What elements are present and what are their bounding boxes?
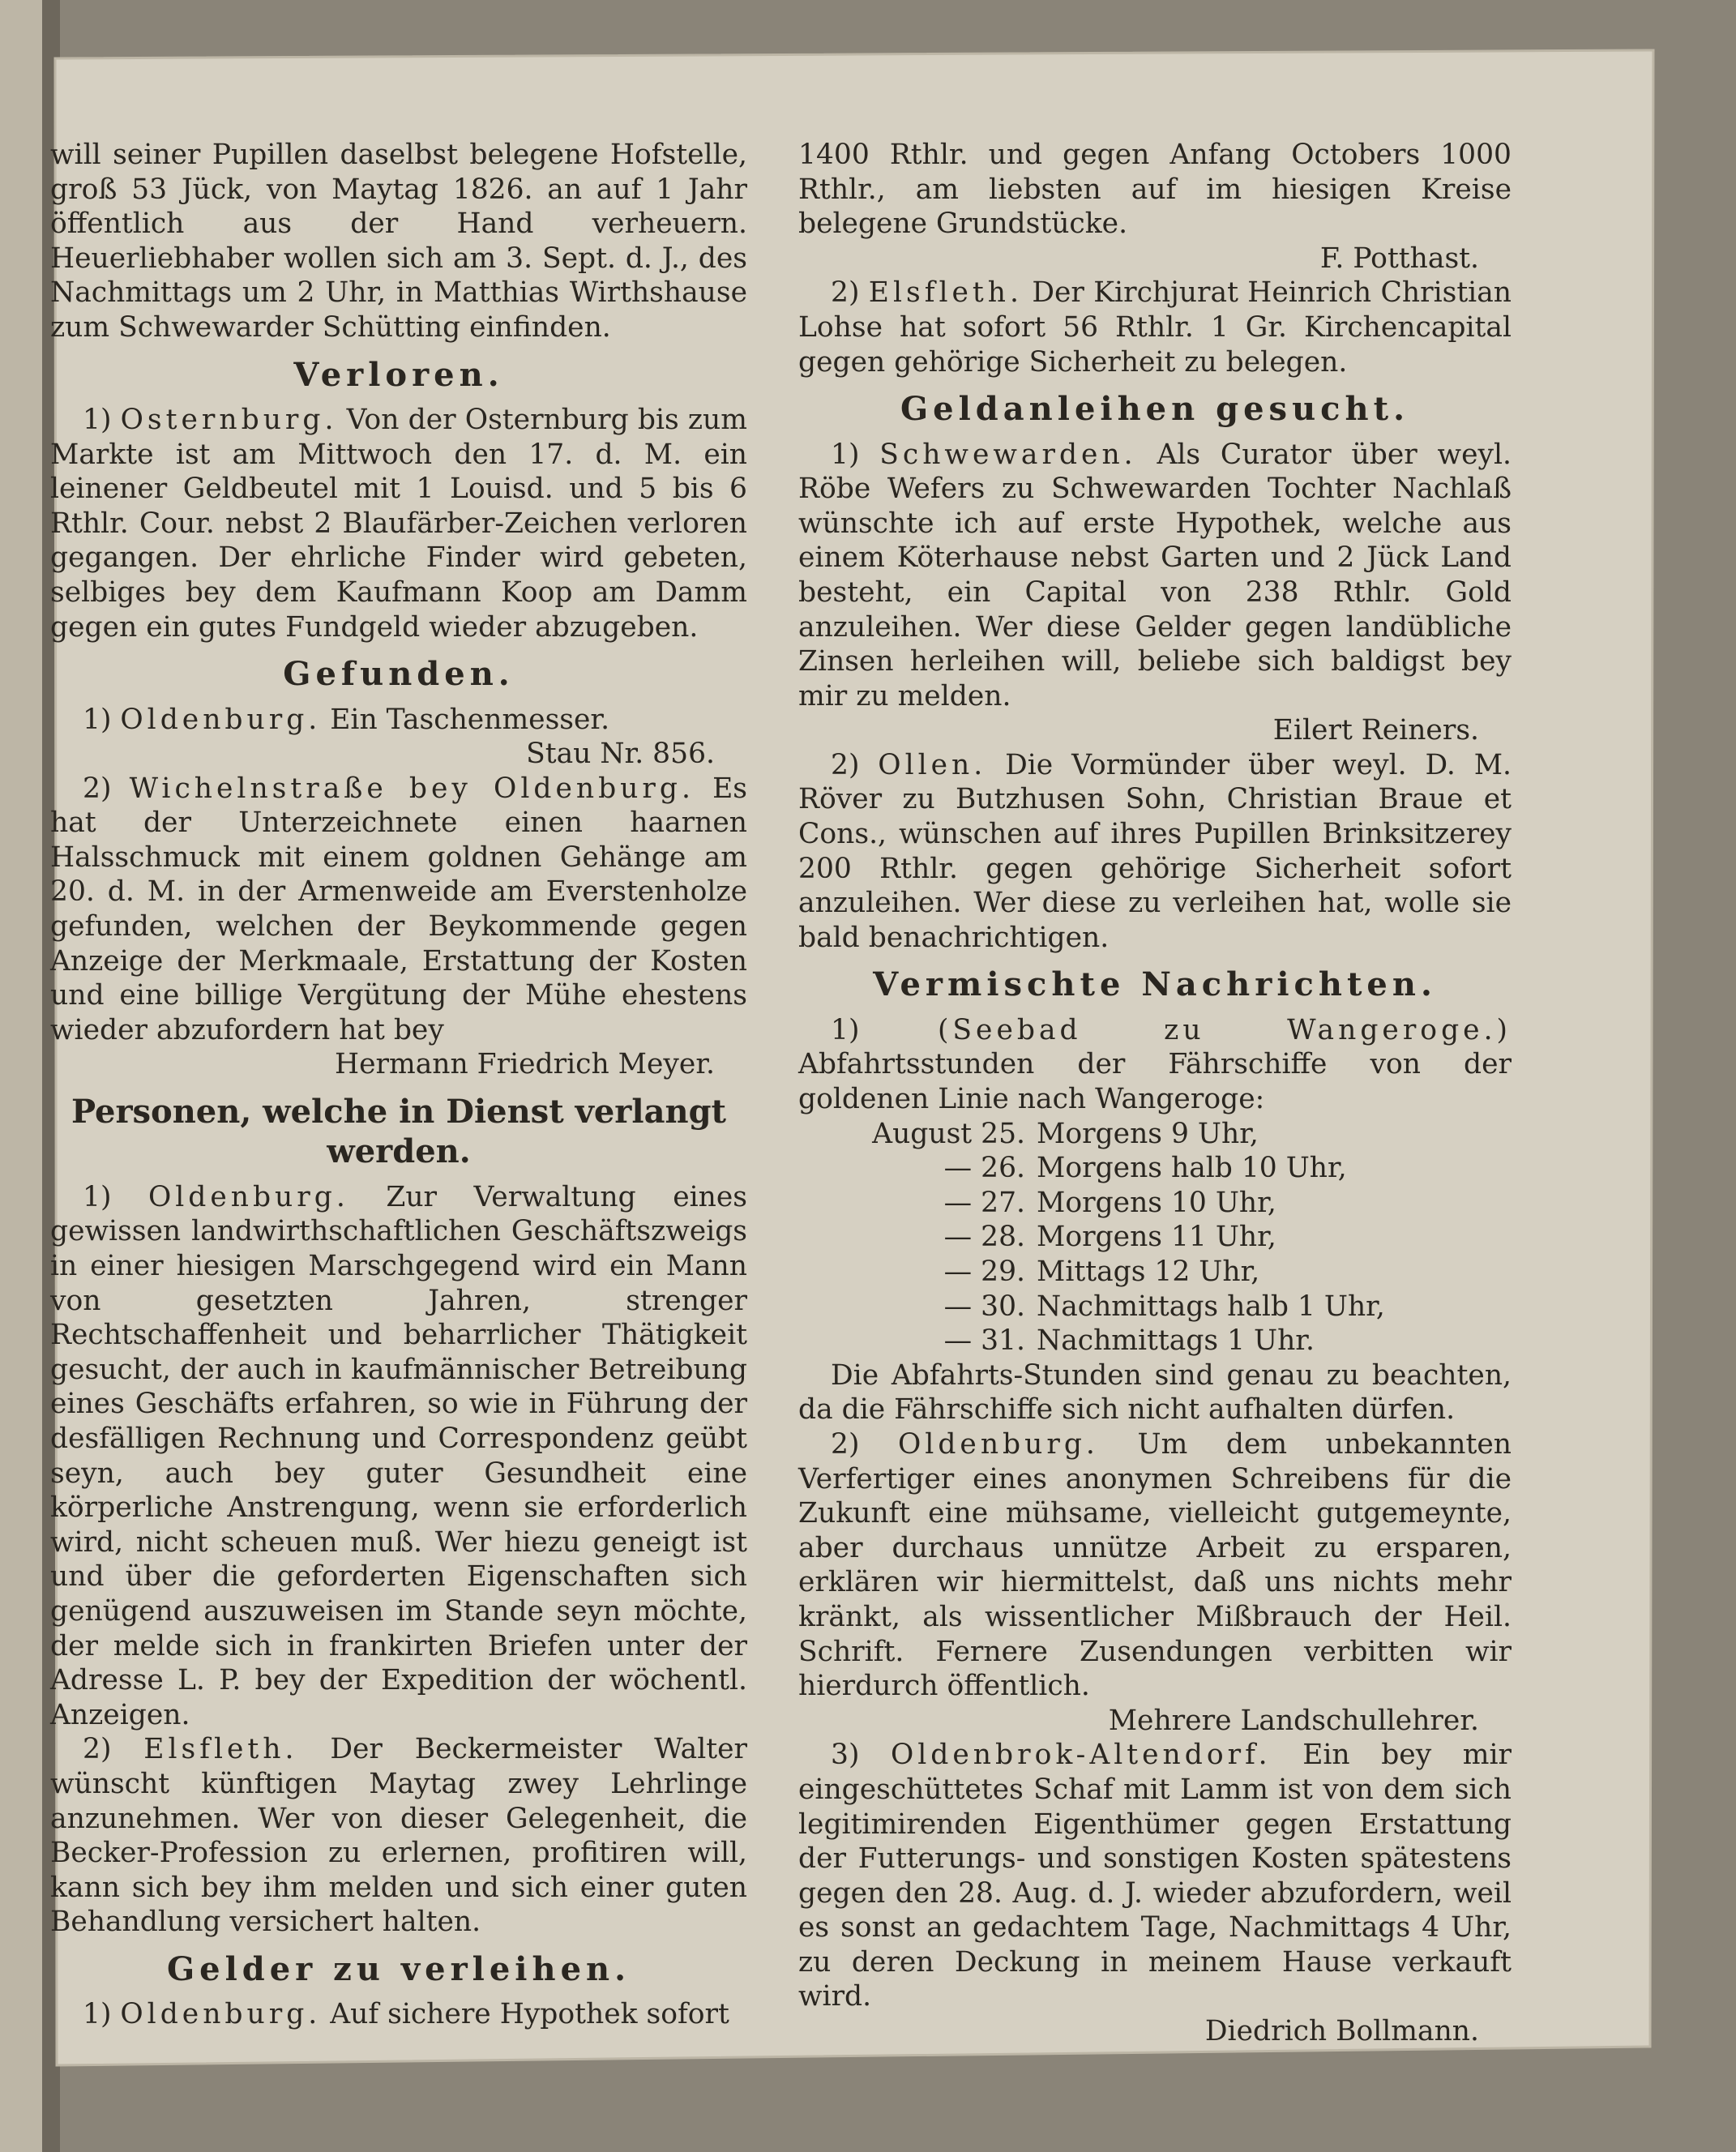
vermischte-item-2-signature: Mehrere Landschullehrer. bbox=[1108, 1704, 1479, 1737]
item-text: Zur Verwaltung eines gewissen landwirthschaftlichen Geschäftszweigs in einer hiesigen Marschgegend wird ein Mann von gesetzten Jahren, strenger Rechtschaffenheit und beharrlicher Thätigkeit gesucht, der auch in kaufmännischer Betreibung eines Geschäfts erfahren, so wie in Führung der desfälligen Rechnung und Correspondenz geübt seyn, auch bey guter Gesundheit eine körperliche Anstrengung, wenn sie erforderlich wird, nicht scheuen muß. Wer hiezu geneigt ist und über die geforderten Eigenschaften sich genügend auszuweisen im Stande seyn möchte, der melde sich in frankirten Briefen unter der Adresse L. P. bey der Expedition der wöchentl. Anzeigen. bbox=[50, 1180, 748, 1731]
schedule-date: — 30. bbox=[943, 1290, 1025, 1323]
item-text: Um dem unbekannten Verfertiger eines anonymen Schreibens für die Zukunft eine mühsame, vielleicht gutgemeynte, aber durchaus unnütze Arbeit zu ersparen, erklären wir hiermittelst, daß uns nichts mehr kränkt, als wissentlicher Mißbrauch der Heil. Schrift. Fernere Zusendungen verbitten wir hierdurch öffentlich. bbox=[798, 1427, 1512, 1703]
schedule-date: — 28. bbox=[943, 1221, 1025, 1254]
item-text: Als Curator über weyl. Röbe Wefers zu Schwewarden Tochter Nachlaß wünschte ich auf erste Hypothek, welche aus einem Köterhause nebst Garten und 2 Jück Land besteht, ein Capital von 238 Rthlr. Gold anzuleihen. Wer diese Gelder gegen landübliche Zinsen herleihen will, beliebe sich baldigst bey mir zu melden. bbox=[798, 438, 1512, 712]
gefunden-item-1-signature: Stau Nr. 856. bbox=[526, 738, 715, 771]
item-place: (Seebad zu Wangeroge.) bbox=[937, 1013, 1512, 1046]
schedule-row bbox=[839, 1324, 1512, 1358]
item-number: 2) bbox=[831, 748, 860, 781]
vermischte-item-3 bbox=[798, 1738, 1512, 2014]
item-number: 2) bbox=[831, 276, 860, 310]
schedule-time: Morgens 10 Uhr, bbox=[1037, 1186, 1276, 1219]
item-text: Abfahrtsstunden der Fährschiffe von der goldenen Linie nach Wangeroge: bbox=[798, 1048, 1512, 1116]
schedule-row bbox=[839, 1186, 1512, 1221]
item-number: 1) bbox=[83, 1998, 112, 2031]
gefunden-item-2 bbox=[50, 772, 747, 1048]
ferry-schedule bbox=[798, 1117, 1512, 1358]
gelder-continuation: 1400 Rthlr. und gegen Anfang Octobers 1000 Rthlr., am liebsten auf im hiesigen Kreise belegene Grundstücke. bbox=[798, 139, 1512, 241]
left-column bbox=[50, 138, 748, 2031]
item-number: 1) bbox=[83, 1180, 112, 1213]
verloren-item-1 bbox=[50, 403, 747, 644]
item-place: Wichelnstraße bey Oldenburg. bbox=[129, 772, 695, 805]
schedule-time: Morgens 9 Uhr, bbox=[1037, 1117, 1259, 1150]
item-text: Auf sichere Hypothek sofort bbox=[330, 1998, 729, 2031]
geldanleihen-item-2 bbox=[798, 748, 1512, 956]
vermischte-item-1 bbox=[798, 1013, 1512, 1117]
item-text: Ein Taschenmesser. bbox=[330, 703, 610, 736]
schedule-row bbox=[839, 1220, 1512, 1255]
heading-verloren: Verloren. bbox=[293, 355, 504, 394]
schedule-time: Nachmittags halb 1 Uhr, bbox=[1037, 1290, 1385, 1323]
geldanleihen-item-1 bbox=[798, 438, 1512, 714]
item-place: Osternburg. bbox=[120, 403, 338, 436]
heading-gelder: Gelder zu verleihen. bbox=[166, 1949, 631, 1988]
item-text: Der Kirchjurat Heinrich Christian Lohse hat sofort 56 Rthlr. 1 Gr. Kirchencapital gegen gehörige Sicherheit zu belegen. bbox=[798, 276, 1512, 379]
item-place: Oldenbrok-Altendorf. bbox=[890, 1739, 1272, 1772]
item-number: 1) bbox=[831, 438, 860, 471]
personen-item-1 bbox=[50, 1180, 747, 1733]
item-text: Der Beckermeister Walter wünscht künftigen Maytag zwey Lehrlinge anzunehmen. Wer von dieser Gelegenheit, die Becker-Profession zu erlernen, profitiren will, kann sich bey ihm melden und sich einer guten Behandlung versichert halten. bbox=[50, 1733, 748, 1939]
schedule-row bbox=[839, 1117, 1512, 1152]
item-place: Elsfleth. bbox=[868, 276, 1023, 310]
schedule-time: Nachmittags 1 Uhr. bbox=[1037, 1324, 1315, 1358]
item-place: Schwewarden. bbox=[879, 438, 1137, 471]
schedule-time: Morgens 11 Uhr, bbox=[1037, 1221, 1276, 1254]
item-number: 1) bbox=[831, 1013, 860, 1046]
vermischte-item-1-note: Die Abfahrts-Stunden sind genau zu beachten, da die Fährschiffe sich nicht aufhalten dürfen. bbox=[798, 1358, 1512, 1427]
item-number: 2) bbox=[83, 772, 112, 805]
item-text: Es hat der Unterzeichnete einen haarnen Halsschmuck mit einem goldnen Gehänge am 20. d. M. in der Armenweide am Everstenholze gefunden, welchen der Beykommende gegen Anzeige der Merkmaale, Erstattung der Kosten und eine billige Vergütung der Mühe ehestens wieder abzufordern hat bey bbox=[50, 772, 747, 1046]
item-place: Elsfleth. bbox=[143, 1733, 298, 1766]
gelder-item-1 bbox=[50, 1997, 747, 2032]
geldanleihen-item-1-signature: Eilert Reiners. bbox=[1272, 714, 1479, 747]
item-number: 1) bbox=[83, 403, 112, 436]
item-number: 1) bbox=[83, 703, 112, 736]
item-place: Oldenburg. bbox=[120, 1998, 322, 2031]
heading-gefunden: Gefunden. bbox=[283, 655, 515, 694]
schedule-time: Morgens halb 10 Uhr, bbox=[1037, 1152, 1347, 1185]
heading-vermischte: Vermischte Nachrichten. bbox=[873, 965, 1437, 1004]
gelder-continuation-signature: F. Potthast. bbox=[1319, 242, 1479, 275]
schedule-date: — 27. bbox=[943, 1186, 1025, 1219]
schedule-date: — 26. bbox=[943, 1152, 1025, 1185]
item-number: 2) bbox=[831, 1427, 860, 1461]
schedule-row bbox=[839, 1255, 1512, 1290]
heading-personen: Personen, welche in Dienst verlangt werden. bbox=[71, 1093, 727, 1171]
item-text: Ein bey mir eingeschüttetes Schaf mit Lamm ist von dem sich legitimirenden Eigenthümer gegen Erstattung der Futterungs- und sonstigen Kosten spätestens gegen den 28. Aug. d. J. wieder abzufordern, weil es sonst an gedachtem Tage, Nachmittags 4 Uhr, zu deren Deckung in meinem Hause verkauft wird. bbox=[798, 1739, 1512, 2013]
gefunden-item-2-signature: Hermann Friedrich Meyer. bbox=[334, 1048, 715, 1081]
personen-item-2 bbox=[50, 1732, 747, 1940]
item-number: 3) bbox=[831, 1739, 860, 1772]
schedule-row bbox=[839, 1290, 1512, 1324]
schedule-date: — 31. bbox=[943, 1324, 1025, 1358]
vermischte-item-2 bbox=[798, 1427, 1512, 1704]
intro-paragraph: will seiner Pupillen daselbst belegene Hofstelle, groß 53 Jück, von Maytag 1826. an auf 1 Jahr öffentlich aus der Hand verheuern. Heuerliebhaber wollen sich am 3. Sept. d. J., des Nachmittags um 2 Uhr, in Matthias Wirthshause zum Schwewarder Schütting einfinden. bbox=[50, 139, 747, 344]
item-place: Oldenburg. bbox=[120, 703, 322, 736]
item-text: Die Vormünder über weyl. D. M. Röver zu Butzhusen Sohn, Christian Braue et Cons., wünschen auf ihres Pupillen Brinksitzerey 200 Rthlr. gegen gehörige Sicherheit sofort anzuleihen. Wer diese zu verleihen hat, wolle sie bald benachrichtigen. bbox=[798, 748, 1512, 954]
item-number: 2) bbox=[83, 1733, 112, 1766]
schedule-date: — 29. bbox=[943, 1256, 1025, 1288]
right-column bbox=[798, 138, 1512, 2048]
schedule-time: Mittags 12 Uhr, bbox=[1037, 1256, 1260, 1288]
heading-geldanleihen: Geldanleihen gesucht. bbox=[900, 390, 1409, 429]
item-text: Von der Osternburg bis zum Markte ist am Mittwoch den 17. d. M. ein leinener Geldbeutel mit 1 Louisd. und 5 bis 6 Rthlr. Cour. nebst 2 Blaufärber-Zeichen verloren gegangen. Der ehrliche Finder wird gebeten, selbiges bey dem Kaufmann Koop am Damm gegen ein gutes Fundgeld wieder abzugeben. bbox=[50, 403, 747, 644]
schedule-row bbox=[839, 1151, 1512, 1186]
item-place: Oldenburg. bbox=[148, 1180, 349, 1213]
item-place: Ollen. bbox=[878, 748, 987, 781]
gefunden-item-1 bbox=[50, 703, 747, 738]
schedule-date: August 25. bbox=[872, 1117, 1025, 1150]
gelder-item-2 bbox=[798, 276, 1512, 379]
vermischte-item-3-signature: Diedrich Bollmann. bbox=[1204, 2015, 1479, 2048]
item-place: Oldenburg. bbox=[898, 1427, 1099, 1461]
